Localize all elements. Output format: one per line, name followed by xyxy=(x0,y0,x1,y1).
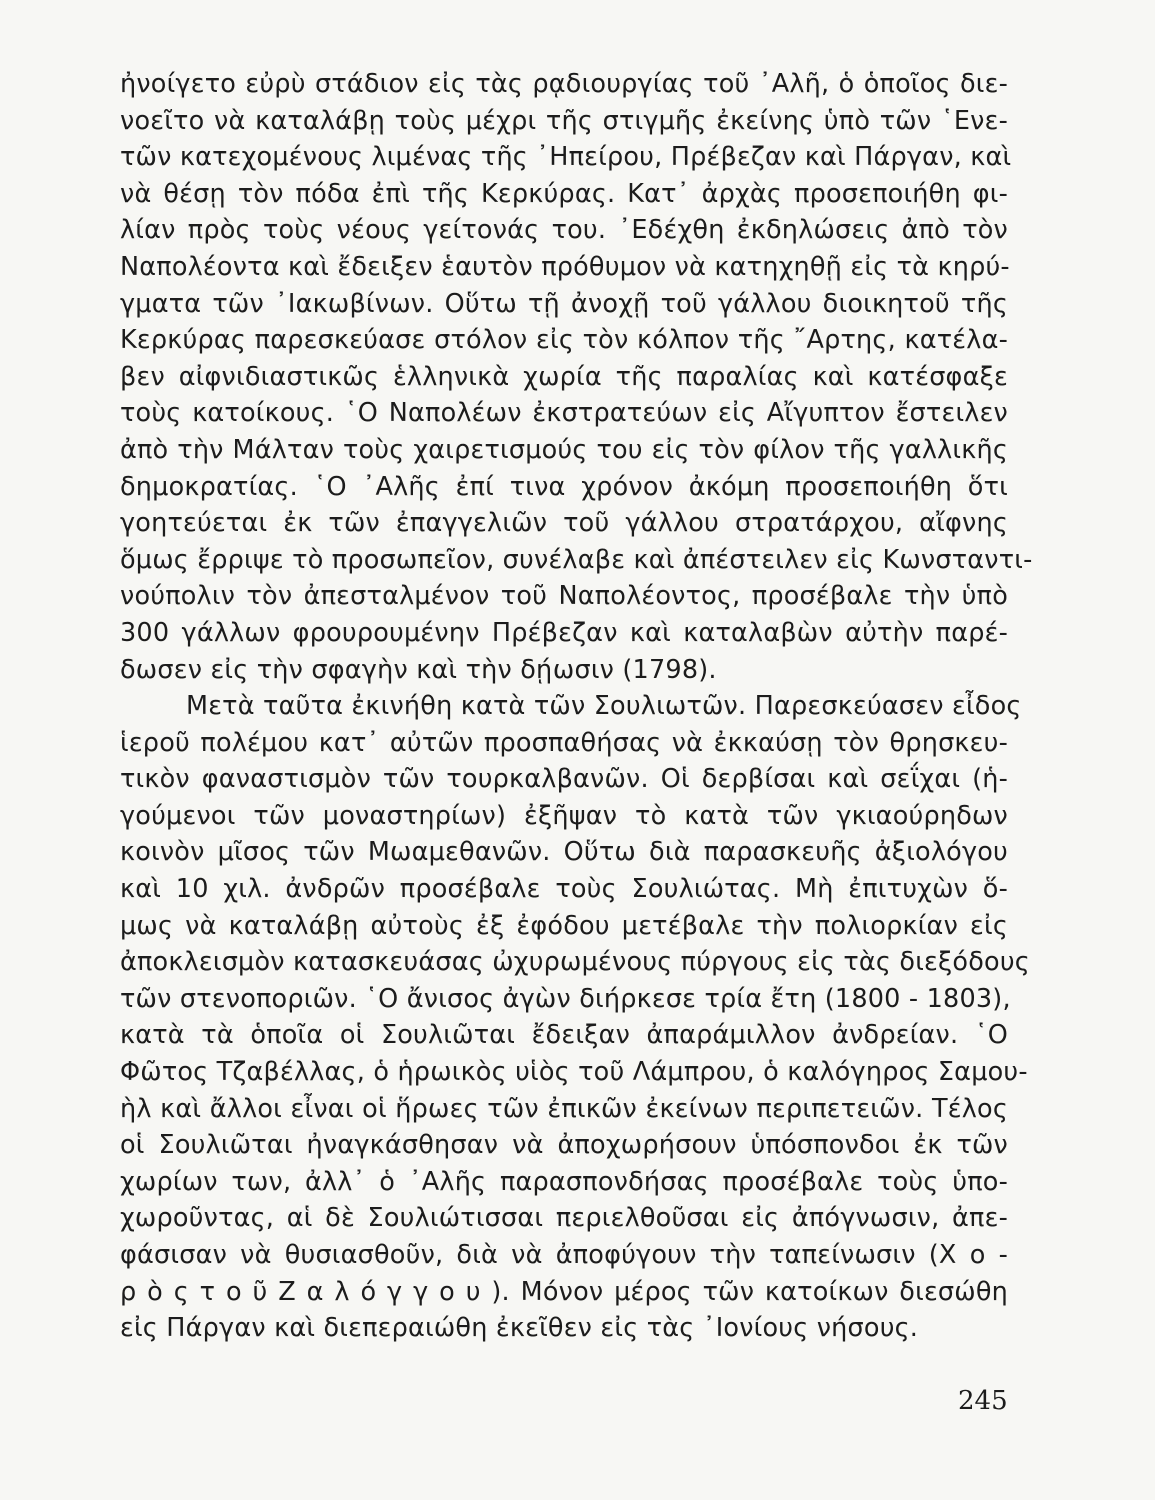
text-line: οἱ Σουλιῶται ἠναγκάσθησαν νὰ ἀποχωρήσουν ὑπόσπονδοι ἐκ τῶν xyxy=(120,1130,1008,1161)
text-line: νούπολιν τὸν ἀπεσταλμένον τοῦ Ναπολέοντος, προσέβαλε τὴν ὑπὸ xyxy=(120,581,1008,612)
text-line: Κερκύρας παρεσκεύασε στόλον εἰς τὸν κόλπον τῆς ῎Αρτης, κατέλα- xyxy=(120,325,1008,356)
text-line: γματα τῶν ᾽Ιακωβίνων. Οὕτω τῇ ἀνοχῇ τοῦ γάλλου διοικητοῦ τῆς xyxy=(120,288,1008,319)
text-line: κατὰ τὰ ὁποῖα οἱ Σουλιῶται ἔδειξαν ἀπαράμιλλον ἀνδρείαν. ῾Ο xyxy=(120,1020,1008,1051)
text-line: ἠνοίγετο εὐρὺ στάδιον εἰς τὰς ρᾳδιουργίας τοῦ ᾽Αλῆ, ὁ ὁποῖος διε- xyxy=(120,69,1008,99)
text-line: 300 γάλλων φρουρουμένην Πρέβεζαν καὶ καταλαβὼν αὐτὴν παρέ- xyxy=(120,617,1008,648)
text-line: ὴλ καὶ ἄλλοι εἶναι οἱ ἥρωες τῶν ἐπικῶν ἐκείνων περιπετειῶν. Τέλος xyxy=(120,1093,1008,1124)
text-line: εἰς Πάργαν καὶ διεπεραιώθη ἐκεῖθεν εἰς τὰς ᾽Ιονίους νήσους. xyxy=(120,1313,919,1344)
text-line: ἀπὸ τὴν Μάλταν τοὺς χαιρετισμούς του εἰς τὸν φίλον τῆς γαλλικῆς xyxy=(120,434,1008,465)
text-line: φάσισαν νὰ θυσιασθοῦν, διὰ νὰ ἀποφύγουν τὴν ταπείνωσιν (Χ ο - xyxy=(120,1240,1008,1270)
text-line: νοεῖτο νὰ καταλάβῃ τοὺς μέχρι τῆς στιγμῆς ἐκείνης ὑπὸ τῶν ῾Ενε- xyxy=(120,105,1008,136)
text-line: γούμενοι τῶν μοναστηρίων) ἐξῆψαν τὸ κατὰ τῶν γκιαούρηδων xyxy=(120,800,1008,831)
page-number: 245 xyxy=(958,1386,1008,1416)
text-line: τῶν κατεχομένους λιμένας τῆς ᾽Ηπείρου, Πρέβεζαν καὶ Πάργαν, καὶ xyxy=(120,142,1012,173)
text-line: ἀποκλεισμὸν κατασκευάσας ὠχυρωμένους πύργους εἰς τὰς διεξόδους xyxy=(120,947,1030,978)
text-line: μως νὰ καταλάβῃ αὐτοὺς ἐξ ἐφόδου μετέβαλε τὴν πολιορκίαν εἰς xyxy=(120,910,1008,941)
text-line: δημοκρατίας. ῾Ο ᾽Αλῆς ἐπί τινα χρόνον ἀκόμη προσεποιήθη ὅτι xyxy=(120,471,1008,502)
text-line: χωροῦντας, αἱ δὲ Σουλιώτισσαι περιελθοῦσαι εἰς ἀπόγνωσιν, ἀπε- xyxy=(120,1203,1008,1234)
text-line: χωρίων των, ἀλλ᾽ ὁ ᾽Αλῆς παρασπονδήσας προσέβαλε τοὺς ὑπο- xyxy=(120,1166,1008,1197)
text-line: βεν αἰφνιδιαστικῶς ἑλληνικὰ χωρία τῆς παραλίας καὶ κατέσφαξε xyxy=(120,361,1008,392)
text-line: τοὺς κατοίκους. ῾Ο Ναπολέων ἐκστρατεύων εἰς Αἴγυπτον ἔστειλεν xyxy=(120,398,1008,429)
text-line: Μετὰ ταῦτα ἐκινήθη κατὰ τῶν Σουλιωτῶν. Παρεσκεύασεν εἶδος xyxy=(186,691,1022,722)
text-line: λίαν πρὸς τοὺς νέους γείτονάς του. ᾽Εδέχθη ἐκδηλώσεις ἀπὸ τὸν xyxy=(120,215,1008,246)
text-line: δωσεν εἰς τὴν σφαγὴν καὶ τὴν δῄωσιν (1798). xyxy=(120,654,717,685)
text-line: Φῶτος Τζαβέλλας, ὁ ἡρωικὸς υἱὸς τοῦ Λάμπρου, ὁ καλόγηρος Σαμου- xyxy=(120,1057,1028,1088)
text-line: τῶν στενοποριῶν. ῾Ο ἄνισος ἀγὼν διήρκεσε τρία ἔτη (1800 - 1803), xyxy=(120,983,1011,1014)
text-line: Ναπολέοντα καὶ ἔδειξεν ἑαυτὸν πρόθυμον νὰ κατηχηθῇ εἰς τὰ κηρύ- xyxy=(120,251,1010,282)
text-line: ρ ὸ ς τ ο ῦ Ζ α λ ό γ γ ο υ ). Μόνον μέρος τῶν κατοίκων διεσώθη xyxy=(120,1276,1008,1307)
text-line: ὅμως ἔρριψε τὸ προσωπεῖον, συνέλαβε καὶ ἀπέστειλεν εἰς Κωνσταντι- xyxy=(120,544,1033,575)
text-line: κοινὸν μῖσος τῶν Μωαμεθανῶν. Οὕτω διὰ παρασκευῆς ἀξιολόγου xyxy=(120,837,1008,868)
text-line: ἱεροῦ πολέμου κατ᾽ αὐτῶν προσπαθήσας νὰ ἐκκαύσῃ τὸν θρησκευ- xyxy=(120,727,1008,758)
text-line: τικὸν φαναστισμὸν τῶν τουρκαλβανῶν. Οἱ δερβίσαι καὶ σεΐχαι (ἡ- xyxy=(120,764,1008,795)
body-text xyxy=(120,66,1033,1347)
text-line: νὰ θέσῃ τὸν πόδα ἐπὶ τῆς Κερκύρας. Κατ᾽ ἀρχὰς προσεποιήθη φι- xyxy=(120,178,1008,209)
text-line: καὶ 10 χιλ. ἀνδρῶν προσέβαλε τοὺς Σουλιώτας. Μὴ ἐπιτυχὼν ὅ- xyxy=(120,874,1008,905)
text-line: γοητεύεται ἐκ τῶν ἐπαγγελιῶν τοῦ γάλλου στρατάρχου, αἴφνης xyxy=(120,508,1008,539)
